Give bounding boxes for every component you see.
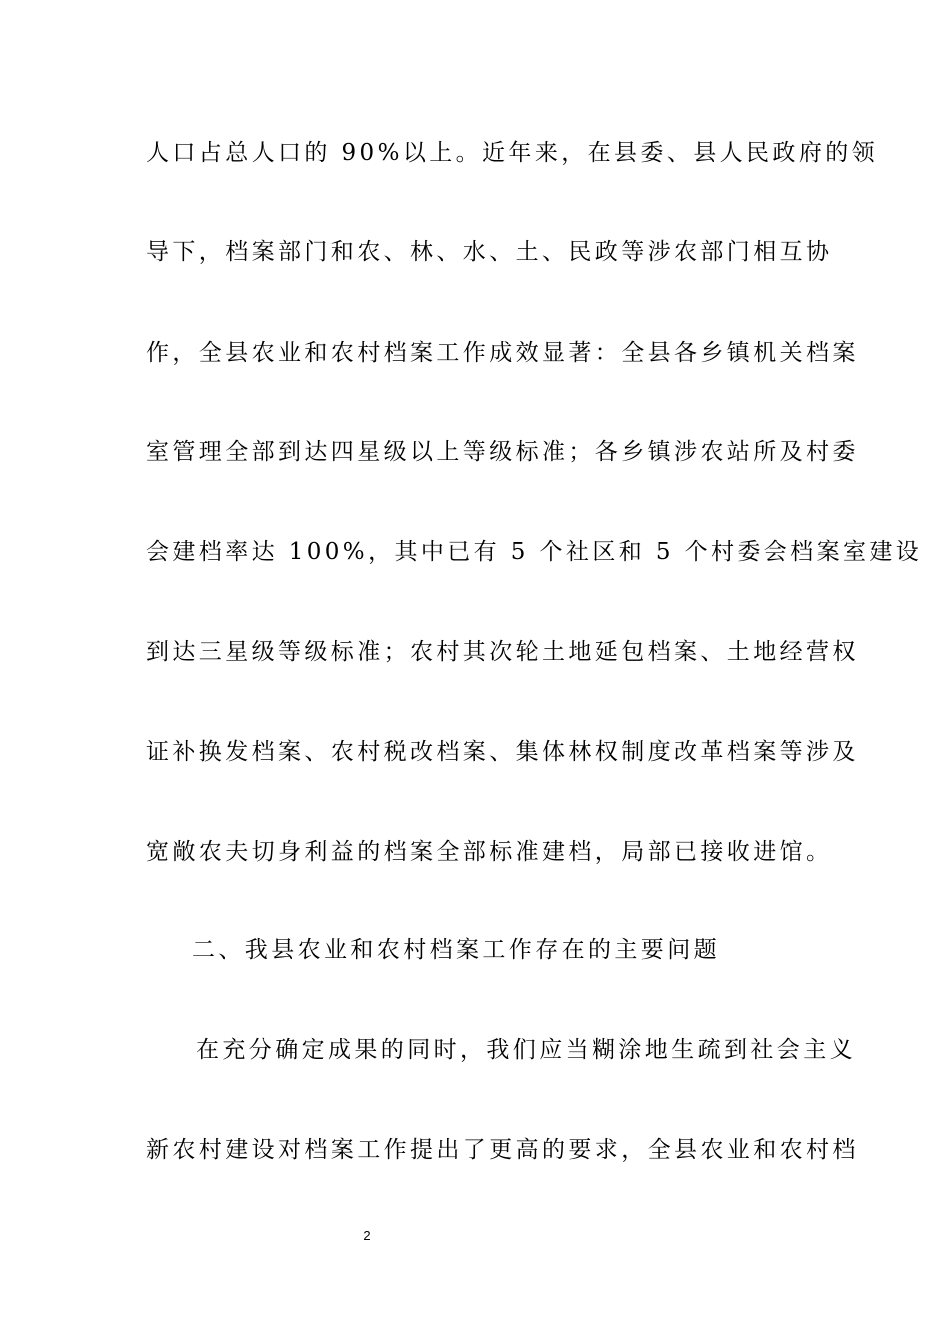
text-line: 作，全县农业和农村档案工作成效显著：全县各乡镇机关档案 <box>146 340 859 366</box>
text-line: 导下，档案部门和农、林、水、土、民政等涉农部门相互协 <box>146 239 833 265</box>
text-line: 在充分确定成果的同时，我们应当糊涂地生疏到社会主义 <box>196 1037 856 1063</box>
text-line: 新农村建设对档案工作提出了更高的要求，全县农业和农村档 <box>146 1137 859 1163</box>
text-line: 室管理全部到达四星级以上等级标准；各乡镇涉农站所及村委 <box>146 439 859 465</box>
text-line: 人口占总人口的 90%以上。近年来，在县委、县人民政府的领 <box>146 140 879 166</box>
text-line: 证补换发档案、农村税改档案、集体林权制度改革档案等涉及 <box>146 739 859 765</box>
text-line: 到达三星级等级标准；农村其次轮土地延包档案、土地经营权 <box>146 639 859 665</box>
text-line: 宽敞农夫切身利益的档案全部标准建档，局部已接收进馆。 <box>146 839 833 865</box>
section-heading: 二、我县农业和农村档案工作存在的主要问题 <box>192 937 720 963</box>
text-line: 会建档率达 100%，其中已有 5 个社区和 5 个村委会档案室建设 <box>146 539 923 565</box>
page-number: 2 <box>363 1228 371 1243</box>
